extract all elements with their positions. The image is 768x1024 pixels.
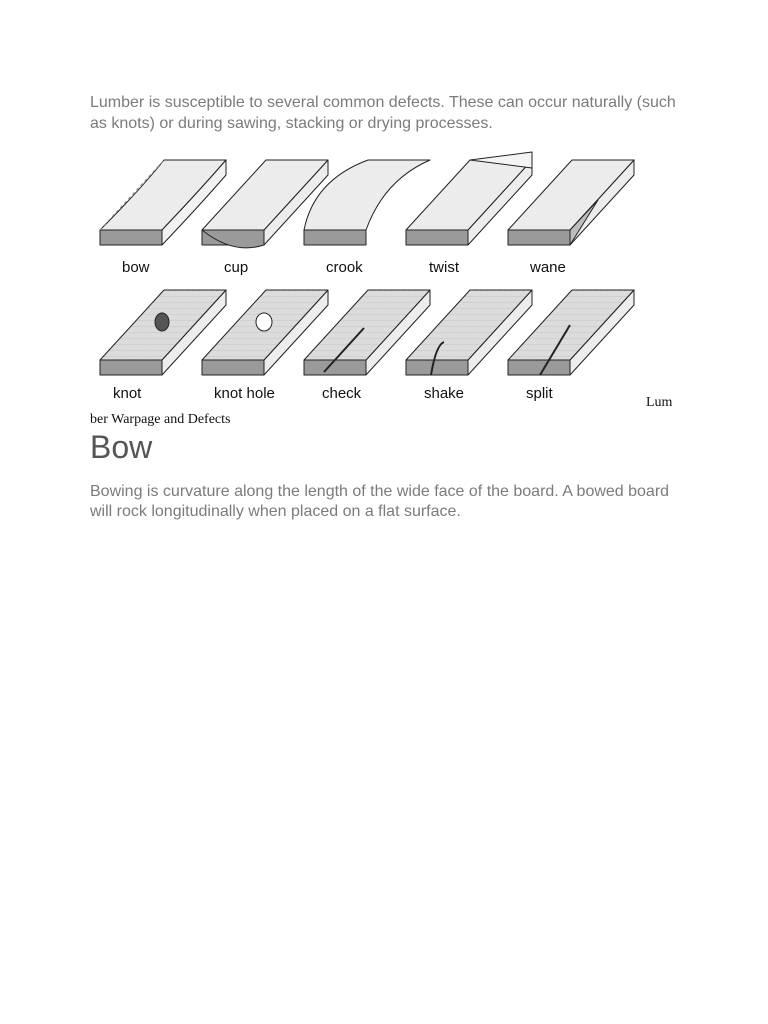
label-knot: knot — [113, 385, 142, 402]
intro-paragraph: Lumber is susceptible to several common defects. These can occur naturally (such as knots) or during sawing, stacking or drying processes. — [90, 94, 676, 132]
lumber-defects-illustration — [96, 150, 641, 405]
split-end — [508, 360, 570, 375]
figure-caption-part2: ber Warpage and Defects — [90, 412, 231, 427]
shake-end — [406, 360, 468, 375]
crook-end — [304, 230, 366, 245]
label-knot-hole: knot hole — [214, 385, 275, 402]
label-split: split — [526, 385, 553, 402]
twist-end — [406, 230, 468, 245]
section-heading: Bow — [90, 429, 153, 465]
figure-caption-part1: Lum — [646, 395, 673, 410]
label-crook: crook — [326, 259, 363, 276]
bow-end — [100, 230, 162, 245]
knot-hole-end — [202, 360, 264, 375]
label-bow: bow — [122, 259, 150, 276]
knot-end — [100, 360, 162, 375]
label-wane: wane — [530, 259, 566, 276]
lumber-defects-figure — [96, 150, 641, 405]
knot-hole-mark — [256, 313, 272, 331]
knot-mark — [155, 313, 169, 331]
wane-end — [508, 230, 570, 245]
label-cup: cup — [224, 259, 249, 276]
label-shake: shake — [424, 385, 465, 402]
section-body: Bowing is curvature along the length of the wide face of the board. A bowed board will rock longitudinally when placed on a flat surface. — [90, 483, 670, 520]
label-check: check — [322, 385, 362, 402]
check-end — [304, 360, 366, 375]
label-twist: twist — [429, 259, 459, 276]
